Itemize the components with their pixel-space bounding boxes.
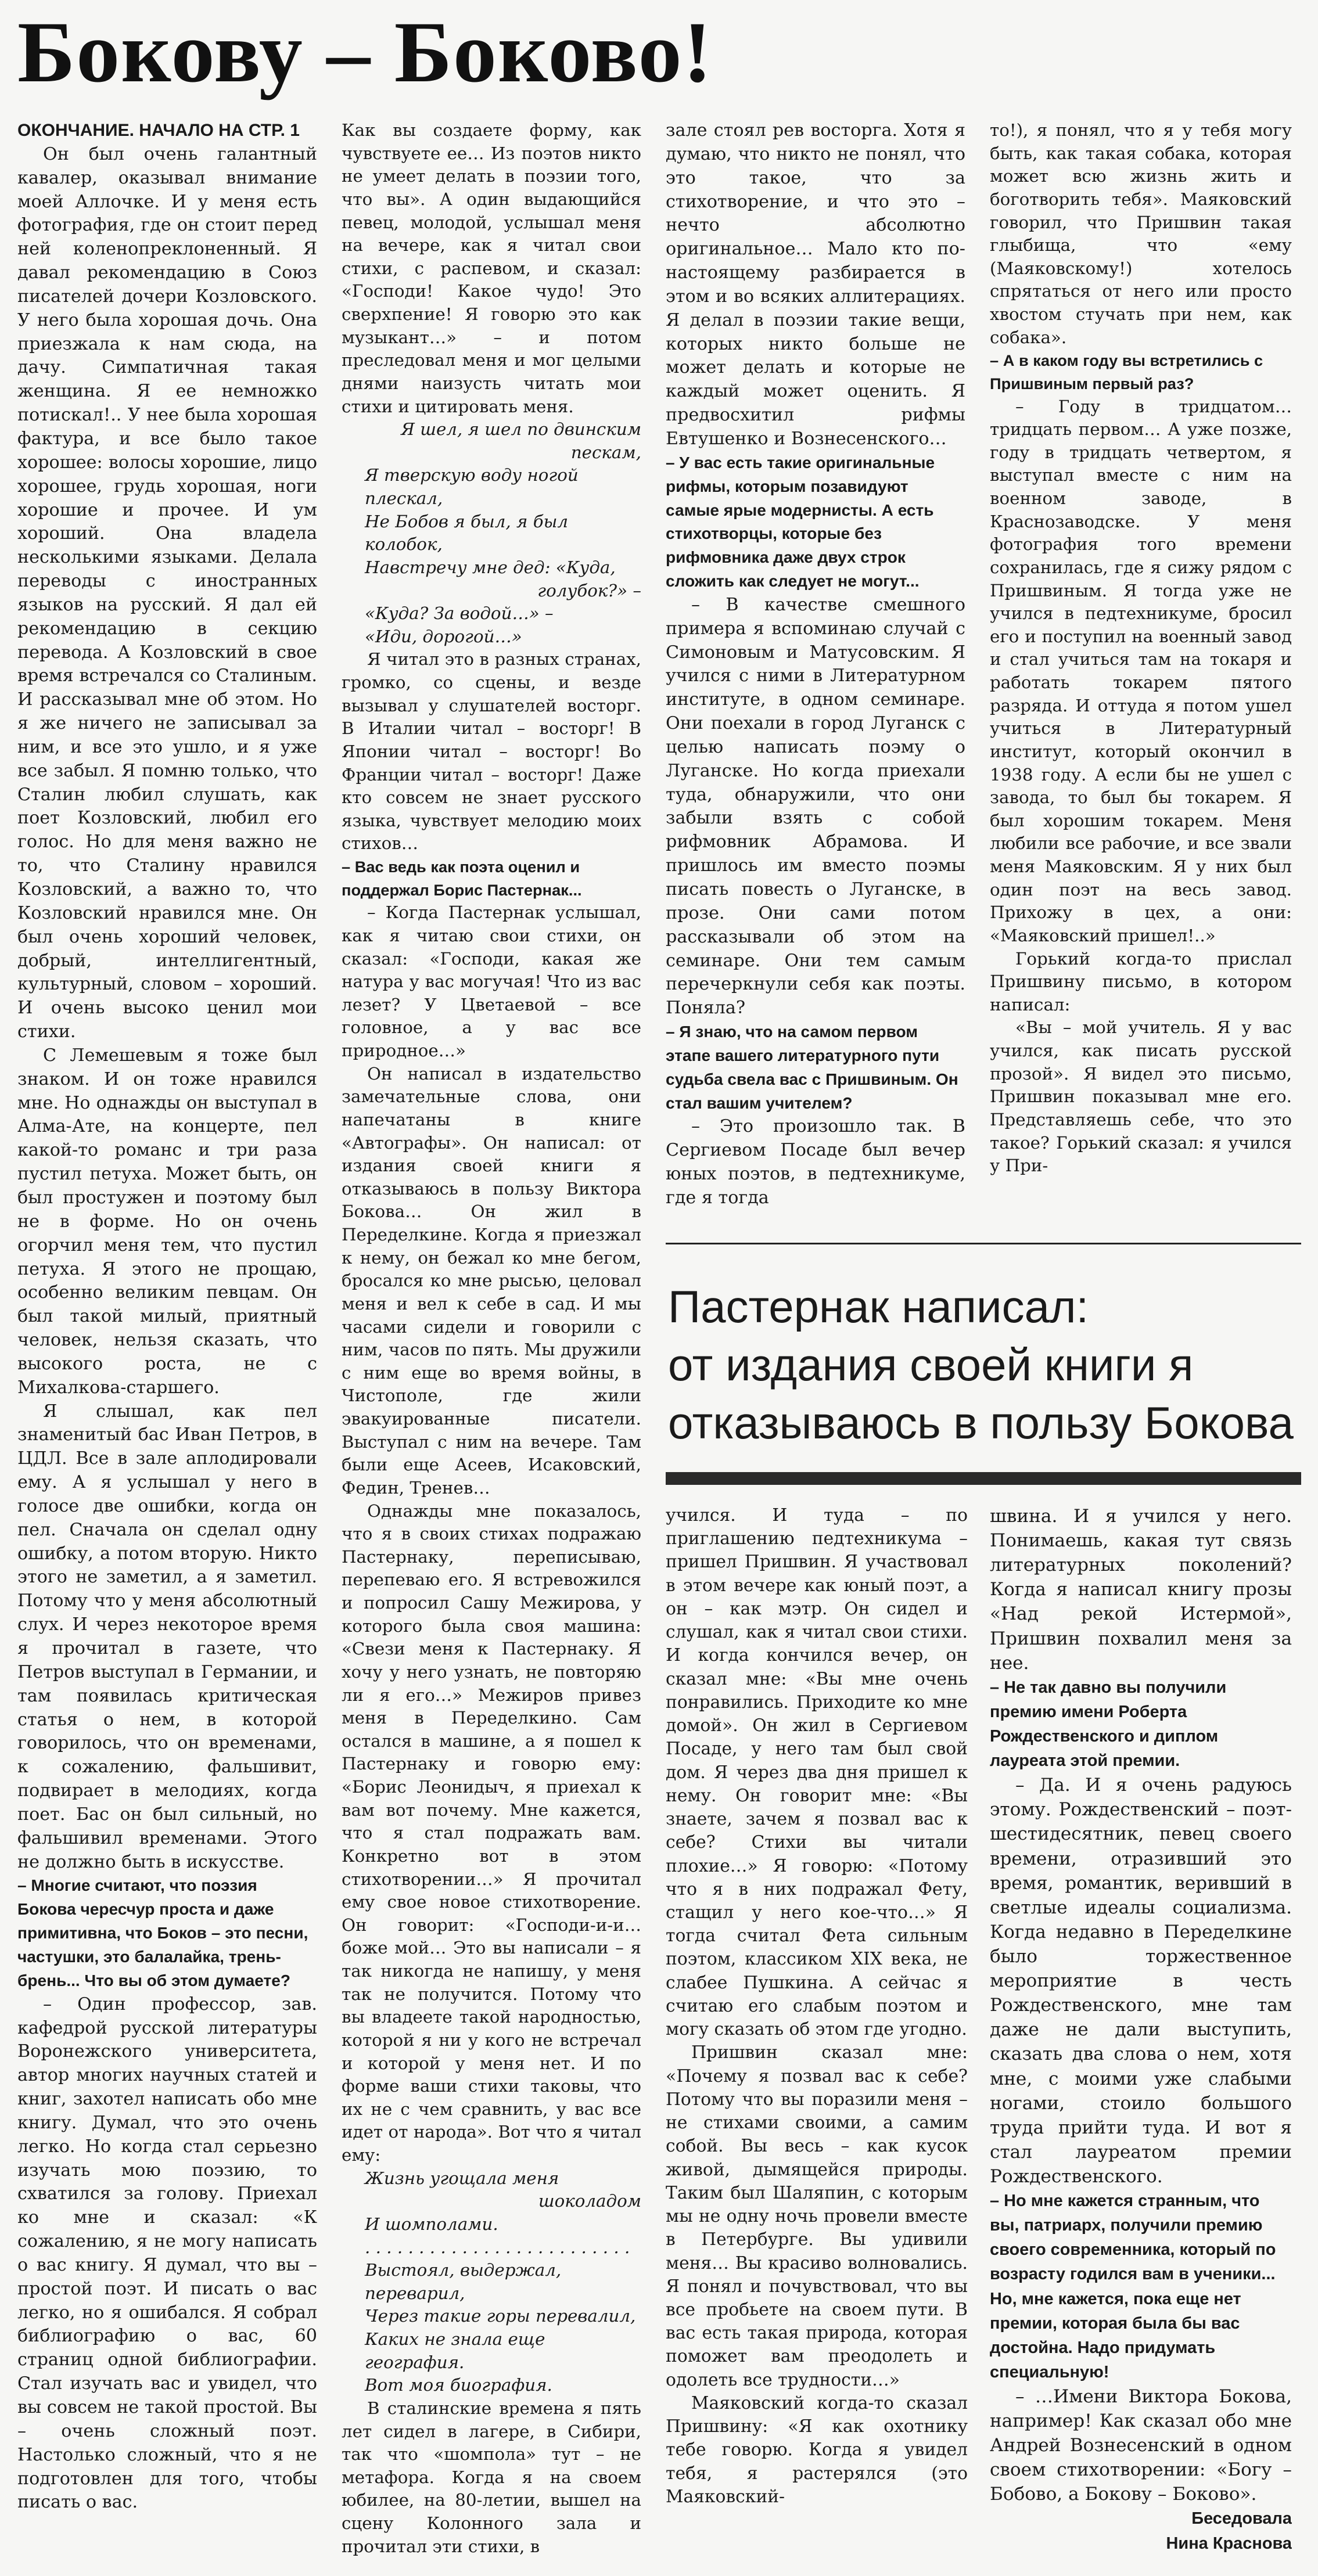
headline-underline — [666, 1472, 1301, 1485]
interview-question: – Многие считают, что поэзия Бокова чересчур проста и даже примитивна, что Боков – это песни, частушки, это балалайка, трень-брень... Что вы об этом думаете? — [17, 1876, 308, 1989]
subheadline-line: от издания своей книги я — [668, 1339, 1194, 1390]
paragraph: В сталинские времена я пять лет сидел в лагере, в Сибири, так что «шомпола» тут – не метафора. Когда я на своем юбилее, на 80-летии, вышел на сцену Колонного зала и прочитал эти стихи, в — [342, 2398, 641, 2556]
byline-label: Беседовала — [1191, 2509, 1292, 2528]
paragraph: Я читал это в разных странах, громко, со сцены, и везде вызывал у слушателей восторг. В Италии читал – восторг! В Японии читал – восторг! Во Франции читал – восторг! Даже кто совсем не знает русского языка, чувствует мелодию моих стихов… — [342, 649, 641, 854]
paragraph: Горький когда-то прислал Пришвину письмо, в котором написал: — [990, 948, 1292, 1014]
column-2 — [342, 119, 641, 2570]
paragraph: Он был очень галантный кавалер, оказывал внимание моей Аллочке. И у меня есть фотография, где он стоит перед ней коленопреклоненный. Я давал рекомендацию в Союз писателей дочери Козловского. У него была хорошая дочь. Она приезжала к нам сюда, на дачу. Симпатичная такая женщина. Я ее немножко потискал!.. У нее была хорошая фактура, и все было такое хорошее: волосы хорошие, лицо хорошее, грудь хорошая, ноги хорошие и прочее. И ум хороший. Она владела несколькими языками. Делала переводы с иностранных языков на русский. Я дал ей рекомендацию в секцию перевода. А Козловский в свое время встречался со Сталиным. И рассказывал мне об этом. Но я же ничего не записывал за ним, и все это ушло, и я уже все забыл. Я помню только, что Сталин любил слушать, как поет Козловский, любил его голос. Но для меня важно не то, что Сталину нравился Козловский, а важно то, что Козловский нравился мне. Он был очень хороший человек, добрый, интеллигентный, культурный, словом – хороший. И очень высоко ценил мои стихи. — [17, 143, 317, 1042]
poem-line: Каких не знала еще география. — [365, 2329, 545, 2372]
paragraph: С Лемешевым я тоже был знаком. И он тоже нравился мне. Но однажды он выступал в Алма-Ате, на концерте, пел какой-то романс и три раза пустил петуха. Может быть, он был простужен и поэтому был не в форме. Но он очень огорчил меня тем, что пустил петуха. Я этого не прощаю, особенно великим певцам. Он был такой милый, приятный человек, нельзя сказать, что высокого роста, не с Михалкова-старшего. — [17, 1045, 317, 1398]
interview-question: – Не так давно вы получили премию имени Роберта Рождественского и диплом лауреата этой премии. — [990, 1678, 1227, 1771]
poem-line: шоколадом — [538, 2191, 641, 2211]
paragraph: то!), я понял, что я у тебя могу быть, как такая собака, которая может всю жизнь жить и боготворить тебя». Маяковский говорил, что Пришвин такая глыбища, что «ему (Маяковскому!) хотелось спрятаться от него или просто хвостом стучать при нем, как собака». — [990, 120, 1292, 347]
paragraph: учился. И туда – по приглашению педтехникума – пришел Пришвин. Я участвовал в этом вечере как юный поэт, а он – как мэтр. Он сидел и слушал, как я читал свои стихи. И когда кончился вечер, он сказал мне: «Вы мне очень понравились. Приходите ко мне домой». Он жил в Сергиевом Посаде, у него там был свой дом. Я через два дня пришел к нему. Он говорит мне: «Вы знаете, зачем я позвал вас к себе? Стихи вы читали плохие…» Я говорю: «Потому что я в них подражал Фету, стащил у него кое-что…» Я тогда считал Фета сильным поэтом, классиком XIX века, не слабее Пушкина. А сейчас я считаю его слабым поэтом и могу сказать об этом где угодно. — [666, 1505, 968, 2040]
paragraph: зале стоял рев восторга. Хотя я думаю, что никто не понял, что это такое, что за стихотворение, и что это – нечто абсолютно оригинальное… Мало кто по-настоящему разбирается в этом и во всяких аллитерациях. Я делал в поэзии такие вещи, которых никто больше не может делать и которые не каждый может оценить. Я предвосхитил рифмы Евтушенко и Вознесенского… — [666, 120, 965, 449]
interview-question: – А в каком году вы встретились с Пришвиным первый раз? — [990, 351, 1263, 393]
poem-line: Я шел, я шел по двинским — [401, 419, 641, 440]
poem-line: «Иди, дорогой…» — [365, 626, 522, 646]
column-1 — [17, 119, 317, 2570]
column-6 — [990, 1504, 1292, 2570]
column-4 — [990, 119, 1292, 1211]
poem-line: Вот моя биография. — [365, 2375, 552, 2395]
paragraph: – Это произошло так. В Сергиевом Посаде был вечер юных поэтов, в педтехникуме, где я тогда — [666, 1116, 965, 1208]
poem-line: «Куда? За водой…» – — [365, 603, 554, 624]
paragraph: Как вы создаете форму, как чувствуете ее… Из поэтов никто не умеет делать в поэзии того, что вы». А один выдающийся певец, молодой, услышал меня на вечере, как я читал свои стихи, с распевом, и сказал: «Господи! Какое чудо! Это сверхпение! Я говорю это как музыкант…» – и потом преследовал меня и мог целыми днями наизусть читать мои стихи и цитировать меня. — [342, 120, 641, 416]
paragraph: – Году в тридцатом… тридцать первом… А уже позже, году в тридцать четвертом, я выступал вместе с ним на военном заводе, в Краснозаводске. У меня фотография того времени сохранилась, где я сижу рядом с Пришвиным. Я тогда уже не учился в педтехникуме, бросил его и поступил на военный завод и стал учиться там на токаря и работать токарем пятого разряда. И оттуда я потом ушел учиться в Литературный институт, который окончил в 1938 году. А если бы не ушел с завода, то был бы токарем. Я был хорошим токарем. Меня любили все рабочие, и все звали меня Маяковским. Я у них был один поэт на весь завод. Прихожу в цех, а они: «Маяковский пришел!..» — [990, 396, 1292, 945]
column-3 — [666, 119, 965, 1211]
poem-line: Навстречу мне дед: «Куда, — [365, 557, 616, 577]
paragraph: – Да. И я очень радуюсь этому. Рождественский – поэт-шестидесятник, певец своего времени, отразивший это время, романтик, веривший в светлые идеалы социализма. Когда недавно в Переделкине было торжественное мероприятие в честь Рождественского, мне там даже не дали выступить, сказать два слова о нем, хотя мне, с моими уже слабыми ногами, стоило большого труда прийти туда. И вот я стал лауреатом премии Рождественского. — [990, 1775, 1292, 2187]
subheadline — [668, 1278, 1301, 1452]
article-title: Бокову – Боково! — [17, 4, 713, 100]
paragraph: Маяковский когда-то сказал Пришвину: «Я как охотнику тебе говорю. Когда я увидел тебя, я растерялся (это Маяковский- — [666, 2392, 968, 2507]
section-divider — [666, 1243, 1301, 1244]
poem-line: И шомполами. — [365, 2214, 498, 2234]
poem-line: . . . . . . . . . . . . . . . . . . . . . . . . . — [365, 2237, 630, 2257]
paragraph: – Один профессор, зав. кафедрой русской литературы Воронежского университета, автор многих научных статей и книг, захотел написать обо мне книгу. Думал, что это очень легко. Но когда стал серьезно изучать мою поэзию, то схватился за голову. Приехал ко мне и сказал: «К сожалению, я не могу написать о вас книгу. Я думал, что вы – простой поэт. И писать о вас легко, но я ошибался. Я собрал библиографию о вас, 60 страниц одной библиографии. Стал изучать вас и увидел, что вы совсем не такой простой. Вы – очень сложный поэт. Настолько сложный, что я не подготовлен для того, чтобы писать о вас. — [17, 1994, 317, 2513]
subheadline-line: отказываюсь в пользу Бокова — [668, 1397, 1294, 1448]
interview-question: – Но мне кажется странным, что вы, патриарх, получили премию своего современника, который по возрасту годился вам в ученики... Но, мне кажется, пока еще нет премии, которая была бы вас достойна. Надо придумать специальную! — [990, 2192, 1276, 2381]
paragraph: – …Имени Виктора Бокова, например! Как сказал обо мне Андрей Вознесенский в одном своем стихотворении: «Богу – Бобово, а Бокову – Боково». — [990, 2386, 1292, 2505]
paragraph: Я слышал, как пел знаменитый бас Иван Петров, в ЦДЛ. Все в зале аплодировали ему. А я услышал у него в голосе две ошибки, когда он пел. Сначала он сделал одну ошибку, а потом вторую. Никто этого не заметил, а я заметил. Потому что у меня абсолютный слух. И через некоторое время я прочитал в газете, что Петров выступал в Германии, и там появилась критическая статья о нем, в которой говорилось, что он временами, к сожалению, фальшивит, подвирает в мелодиях, когда поет. Бас он был сильный, но фальшивил временами. Этого не должно быть в искусстве. — [17, 1401, 317, 1872]
poem-line: пескам, — [570, 442, 641, 462]
poem-line: голубок?» – — [537, 580, 641, 600]
poem-line: Выстоял, выдержал, переварил, — [365, 2260, 562, 2303]
paragraph: «Вы – мой учитель. Я у вас учился, как писать русской прозой». Я видел это письмо, Пришвин показывал мне его. Представляешь себе, что это такое? Горький сказал: я учился у При- — [990, 1017, 1292, 1176]
interview-question: – У вас есть такие оригинальные рифмы, которым позавидуют самые ярые модернисты. А есть стихотворцы, которые без рифмовника даже двух строк сложить как следует не могут... — [666, 453, 935, 591]
paragraph: – Когда Пастернак услышал, как я читаю свои стихи, он сказал: «Господи, какая же натура у вас могучая! Что из вас лезет? У Цветаевой – все головное, а у вас все природное…» — [342, 902, 641, 1060]
subheadline-line: Пастернак написал: — [668, 1281, 1089, 1332]
poem-line: Я тверскую воду ногой плескал, — [365, 465, 579, 508]
paragraph: Он написал в издательство замечательные слова, они напечатаны в книге «Автографы». Он написал: от издания своей книги я отказываюсь в пользу Виктора Бокова… Он жил в Переделкине. Когда я приезжал к нему, он бежал ко мне бегом, бросался ко мне рысью, целовал меня и вел к себе в сад. И мы часами сидели и говорили с ним, часов по пять. Мы дружили с ним еще во время войны, в Чистополе, где жили эвакуированные писатели. Выступал с ним на вечере. Там были еще Асеев, Исаковский, Федин, Тренев… — [342, 1063, 641, 1498]
continuation-note: ОКОНЧАНИЕ. НАЧАЛО НА СТР. 1 — [17, 121, 300, 140]
byline-author: Нина Краснова — [1166, 2534, 1292, 2553]
paragraph: швина. И я учился у него. Понимаешь, какая тут связь литературных поколений? Когда я написал книгу прозы «Над рекой Истермой», Пришвин похвалил меня за нее. — [990, 1506, 1292, 1674]
interview-question: – Я знаю, что на самом первом этапе вашего литературного пути судьба свела вас с Пришвиным. Он стал вашим учителем? — [666, 1023, 958, 1112]
poem-line: Жизнь угощала меня — [365, 2168, 559, 2188]
paragraph: Пришвин сказал мне: «Почему я позвал вас к себе? Потому что вы поразили меня – не стихами своими, а самим собой. Вы весь – как кусок живой, дымящейся природы. Таким был Шаляпин, с которым мы не одну ночь провели вместе в Петербурге. Вы удивили меня… Вы красиво волновались. Я понял и почувствовал, что вы все пробьете на своем пути. В вас есть такая природа, которая поможет вам преодолеть и одолеть все трудности…» — [666, 2042, 968, 2390]
column-5 — [666, 1504, 968, 2570]
paragraph: Однажды мне показалось, что я в своих стихах подражаю Пастернаку, переписываю, перепеваю его. Я встревожился и попросил Сашу Межирова, у которого была своя машина: «Свези меня к Пастернаку. Я хочу у него узнать, не повторяю ли я его…» Межиров привез меня в Переделкино. Сам остался в машине, а я пошел к Пастернаку и говорю ему: «Борис Леонидыч, я приехал к вам вот почему. Мне кажется, что я стал подражать вам. Конкретно вот в этом стихотворении…» Я прочитал ему свое новое стихотворение. Он говорит: «Господи-и-и… боже мой… Это вы написали – я так никогда не напишу, у меня так не получится. Потому что вы владеете такой народностью, которой я ни у кого не встречал и которой у меня нет. И по форме ваши стихи таковы, что их не с чем сравнить, у вас все идет от народа». Вот что я читал ему: — [342, 1501, 641, 2165]
poem-line: Не Бобов я был, я был колобок, — [365, 511, 569, 555]
paragraph: – В качестве смешного примера я вспоминаю случай с Симоновым и Матусовским. Я учился с ними в Литературном институте, в одном семинаре. Они поехали в город Луганск с целью написать поэму о Луганске. Но когда приехали туда, обнаружили, что они забыли взять с собой рифмовник Абрамова. И пришлось им вместо поэмы писать повесть о Луганске, в прозе. Они сами потом рассказывали об этом на семинаре. Они тем самым перечеркнули себя как поэты. Поняла? — [666, 594, 965, 1019]
interview-question: – Вас ведь как поэта оценил и поддержал Борис Пастернак... — [342, 858, 582, 899]
poem-line: Через такие горы перевалил, — [365, 2306, 636, 2326]
